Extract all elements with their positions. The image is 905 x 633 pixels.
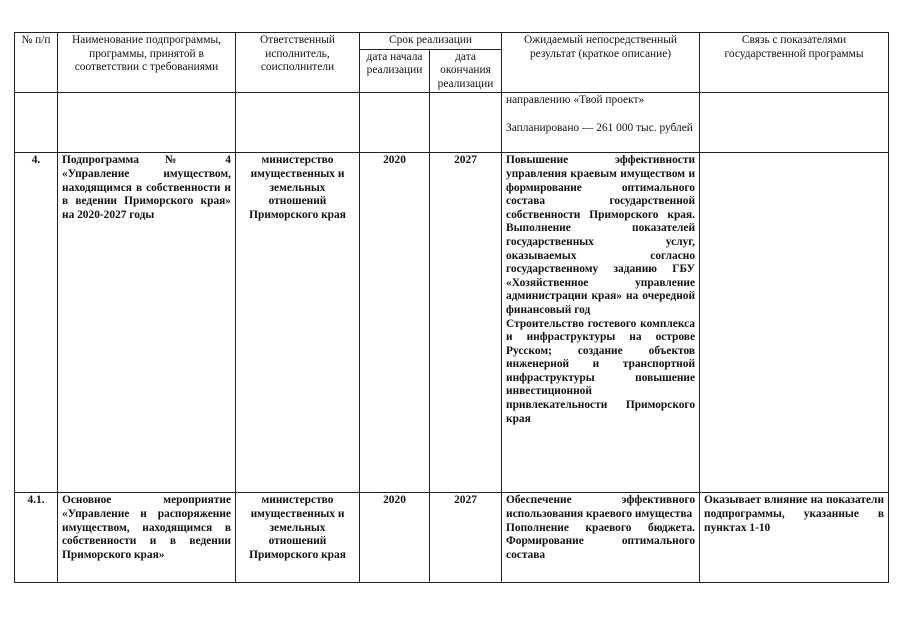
row-start — [360, 93, 430, 153]
row-result — [502, 153, 700, 493]
result-line: Повышение эффективности управления краевым имуществом и формирование оптимального состава государственной собственности Приморского края. Выполнение показателей государственных услуг, оказываемых согласно государственному заданию ГБУ «Хозяйственное управление администрации края» на очередной финансовый год — [506, 154, 696, 316]
row-name: Основное мероприятие «Управление и распоряжение имуществом, находящимся в собственности и в ведении Приморского края» — [58, 493, 236, 583]
row-result — [502, 93, 700, 153]
row-responsible: министерство имущественных и земельных отношений Приморского края — [236, 153, 360, 493]
row-name — [58, 93, 236, 153]
row-start: 2020 — [360, 153, 430, 493]
table-row — [15, 493, 889, 583]
header-period: Срок реализации — [360, 33, 502, 50]
row-link: Оказывает влияние на показатели подпрограммы, указанные в пунктах 1-10 — [700, 493, 889, 583]
table-row — [15, 153, 889, 493]
row-name: Подпрограмма № 4 «Управление имуществом, находящимся в собственности и в ведении Приморского края» на 2020-2027 годы — [58, 153, 236, 493]
header-end: дата окончания реализации — [430, 49, 502, 93]
header-num: № п/п — [15, 33, 58, 93]
row-num — [15, 93, 58, 153]
row-responsible: министерство имущественных и земельных отношений Приморского края — [236, 493, 360, 583]
header-name: Наименование подпрограммы, программы, принятой в соответствии с требованиями — [58, 33, 236, 93]
result-spacer — [506, 108, 695, 122]
row-end: 2027 — [430, 493, 502, 583]
row-end — [430, 93, 502, 153]
header-responsible: Ответственный исполнитель, соисполнители — [236, 33, 360, 93]
table-header-row — [15, 33, 889, 50]
header-link: Связь с показателями государственной программы — [700, 33, 889, 93]
row-result — [502, 493, 700, 583]
row-responsible — [236, 93, 360, 153]
result-line: Обеспечение эффективного использования краевого имущества — [506, 494, 696, 520]
result-line: направлению «Твой проект» — [506, 94, 645, 107]
row-link — [700, 153, 889, 493]
row-start: 2020 — [360, 493, 430, 583]
header-start: дата начала реализации — [360, 49, 430, 93]
row-num: 4. — [15, 153, 58, 493]
program-table — [14, 32, 889, 583]
row-link — [700, 93, 889, 153]
result-line: Пополнение краевого бюджета. Формирование оптимального состава — [506, 521, 696, 561]
row-end: 2027 — [430, 153, 502, 493]
header-result: Ожидаемый непосредственный результат (краткое описание) — [502, 33, 700, 93]
result-line: Запланировано — 261 000 тыс. рублей — [506, 121, 693, 134]
table-row — [15, 93, 889, 153]
row-num: 4.1. — [15, 493, 58, 583]
result-line: Строительство гостевого комплекса и инфраструктуры на острове Русском; создание объектов инженерной и транспортной инфраструктуры повышение инвестиционной привлекательности Приморского края — [506, 317, 696, 425]
